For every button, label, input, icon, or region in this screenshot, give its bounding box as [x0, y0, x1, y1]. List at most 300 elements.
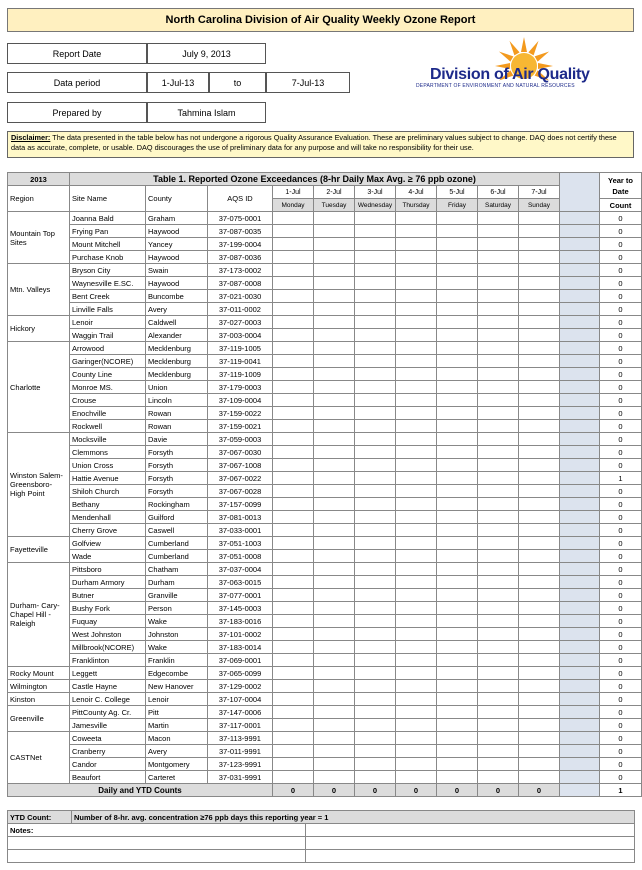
- table-caption-row: [8, 173, 642, 186]
- day-value: [355, 277, 396, 290]
- day-value: [437, 654, 478, 667]
- day-value: [273, 524, 314, 537]
- table-row: [8, 667, 642, 680]
- site-name: Candor: [70, 758, 146, 771]
- ytd-spacer: [560, 446, 600, 459]
- day-value: [478, 329, 519, 342]
- day-value: [437, 550, 478, 563]
- ytd-spacer: [560, 654, 600, 667]
- aqs-id: 37-059-0003: [208, 433, 273, 446]
- day-value: [519, 719, 560, 732]
- site-name: Joanna Bald: [70, 212, 146, 225]
- day-value: [478, 277, 519, 290]
- county: Carteret: [146, 771, 208, 784]
- day-value: [273, 407, 314, 420]
- ytd-count: 0: [600, 433, 642, 446]
- ytd-spacer: [560, 758, 600, 771]
- day-value: [396, 706, 437, 719]
- day-value: [314, 719, 355, 732]
- day-value: [355, 355, 396, 368]
- period-start: 1-Jul-13: [147, 72, 209, 93]
- notes-value: [306, 824, 635, 837]
- day-value: [314, 316, 355, 329]
- table-row: [8, 446, 642, 459]
- ytd-spacer: [560, 316, 600, 329]
- day-value: [314, 407, 355, 420]
- day-value: [478, 433, 519, 446]
- day-value: [519, 316, 560, 329]
- day-value: [314, 212, 355, 225]
- day-value: [355, 693, 396, 706]
- ytd-count: 0: [600, 667, 642, 680]
- day-value: [273, 758, 314, 771]
- site-name: Pittsboro: [70, 563, 146, 576]
- day-value: [519, 485, 560, 498]
- day-value: [396, 602, 437, 615]
- ytd-count: 0: [600, 290, 642, 303]
- table-row: [8, 394, 642, 407]
- day-value: [273, 381, 314, 394]
- period-end: 7-Jul-13: [266, 72, 350, 93]
- ytd-count: 0: [600, 550, 642, 563]
- ytd-spacer: [560, 719, 600, 732]
- county: Haywood: [146, 251, 208, 264]
- site-name: Leggett: [70, 667, 146, 680]
- day-value: [437, 576, 478, 589]
- table-row: [8, 550, 642, 563]
- day-value: [314, 693, 355, 706]
- day-value: [437, 693, 478, 706]
- day-value: [273, 706, 314, 719]
- table-row: [8, 277, 642, 290]
- day-value: [437, 498, 478, 511]
- day-value: [355, 771, 396, 784]
- day-value: [355, 602, 396, 615]
- table-row: [8, 654, 642, 667]
- table-year: 2013: [8, 173, 70, 186]
- day-value: [355, 758, 396, 771]
- col-date: 4-Jul: [396, 186, 437, 199]
- col-day: Sunday: [519, 199, 560, 212]
- day-value: [437, 771, 478, 784]
- day-value: [437, 290, 478, 303]
- totals-label: Daily and YTD Counts: [8, 784, 273, 797]
- table-row: [8, 459, 642, 472]
- day-value: [314, 706, 355, 719]
- day-value: [396, 368, 437, 381]
- county: Wake: [146, 615, 208, 628]
- day-value: [478, 498, 519, 511]
- site-name: Rockwell: [70, 420, 146, 433]
- day-value: [478, 251, 519, 264]
- day-value: [437, 303, 478, 316]
- day-value: [396, 589, 437, 602]
- aqs-id: 37-067-0028: [208, 485, 273, 498]
- site-name: Mount Mitchell: [70, 238, 146, 251]
- site-name: Frying Pan: [70, 225, 146, 238]
- day-value: [396, 446, 437, 459]
- ytd-spacer: [560, 628, 600, 641]
- ytd-count: 0: [600, 745, 642, 758]
- county: Caldwell: [146, 316, 208, 329]
- county: Martin: [146, 719, 208, 732]
- day-value: [355, 212, 396, 225]
- day-value: [314, 290, 355, 303]
- county: Lincoln: [146, 394, 208, 407]
- day-value: [355, 732, 396, 745]
- day-value: [273, 368, 314, 381]
- aqs-id: 37-031-9991: [208, 771, 273, 784]
- day-value: [437, 472, 478, 485]
- day-value: [478, 264, 519, 277]
- day-value: [437, 680, 478, 693]
- day-value: [314, 225, 355, 238]
- daily-total: 0: [437, 784, 478, 797]
- county: Forsyth: [146, 459, 208, 472]
- ytd-spacer: [560, 173, 600, 212]
- ytd-count: 0: [600, 459, 642, 472]
- day-value: [519, 446, 560, 459]
- day-value: [314, 472, 355, 485]
- county: Person: [146, 602, 208, 615]
- day-value: [437, 524, 478, 537]
- daily-total: 0: [273, 784, 314, 797]
- county: Caswell: [146, 524, 208, 537]
- county: Avery: [146, 303, 208, 316]
- day-value: [478, 667, 519, 680]
- county: Guilford: [146, 511, 208, 524]
- day-value: [273, 264, 314, 277]
- aqs-id: 37-077-0001: [208, 589, 273, 602]
- day-value: [273, 498, 314, 511]
- day-value: [478, 511, 519, 524]
- day-value: [396, 771, 437, 784]
- ytd-count: 0: [600, 589, 642, 602]
- ytd-spacer: [560, 706, 600, 719]
- ytd-spacer: [560, 433, 600, 446]
- table-row: [8, 745, 642, 758]
- day-value: [273, 667, 314, 680]
- table-row: [8, 524, 642, 537]
- day-value: [478, 589, 519, 602]
- ytd-count: 0: [600, 732, 642, 745]
- site-name: Franklinton: [70, 654, 146, 667]
- table-row: [8, 303, 642, 316]
- region-cell: Charlotte: [8, 342, 70, 433]
- day-value: [519, 238, 560, 251]
- day-value: [437, 641, 478, 654]
- day-value: [396, 563, 437, 576]
- ytd-spacer: [560, 511, 600, 524]
- day-value: [355, 706, 396, 719]
- ytd-count: 0: [600, 238, 642, 251]
- daily-total: 0: [355, 784, 396, 797]
- day-value: [478, 745, 519, 758]
- county: Edgecombe: [146, 667, 208, 680]
- day-value: [478, 628, 519, 641]
- table-row: [8, 368, 642, 381]
- aqs-id: 37-107-0004: [208, 693, 273, 706]
- day-value: [273, 719, 314, 732]
- ytd-spacer: [560, 264, 600, 277]
- table-row: [8, 498, 642, 511]
- day-value: [437, 446, 478, 459]
- region-cell: CASTNet: [8, 732, 70, 784]
- ytd-spacer: [560, 290, 600, 303]
- site-name: Fuquay: [70, 615, 146, 628]
- day-value: [478, 368, 519, 381]
- table-row: [8, 602, 642, 615]
- day-value: [273, 238, 314, 251]
- day-value: [519, 693, 560, 706]
- day-value: [478, 524, 519, 537]
- daily-total: 0: [478, 784, 519, 797]
- day-value: [437, 589, 478, 602]
- day-value: [355, 290, 396, 303]
- day-value: [519, 511, 560, 524]
- day-value: [478, 758, 519, 771]
- day-value: [396, 329, 437, 342]
- day-value: [437, 238, 478, 251]
- day-value: [478, 550, 519, 563]
- day-value: [355, 524, 396, 537]
- county: Cumberland: [146, 537, 208, 550]
- county: Durham: [146, 576, 208, 589]
- ytd-count-label: YTD Count:: [8, 811, 72, 824]
- aqs-id: 37-123-9991: [208, 758, 273, 771]
- ytd-spacer: [560, 225, 600, 238]
- ytd-spacer: [560, 745, 600, 758]
- county: Chatham: [146, 563, 208, 576]
- site-name: County Line: [70, 368, 146, 381]
- aqs-id: 37-087-0036: [208, 251, 273, 264]
- day-value: [478, 394, 519, 407]
- table-row: [8, 706, 642, 719]
- ytd-spacer: [560, 550, 600, 563]
- day-value: [396, 615, 437, 628]
- ytd-spacer: [560, 407, 600, 420]
- day-value: [396, 264, 437, 277]
- day-value: [396, 316, 437, 329]
- ytd-spacer: [560, 576, 600, 589]
- day-value: [314, 615, 355, 628]
- day-value: [519, 368, 560, 381]
- site-name: Golfview: [70, 537, 146, 550]
- day-value: [273, 550, 314, 563]
- day-value: [273, 472, 314, 485]
- ytd-spacer: [560, 485, 600, 498]
- day-value: [519, 563, 560, 576]
- table-row: [8, 342, 642, 355]
- day-value: [396, 537, 437, 550]
- aqs-id: 37-119-1005: [208, 342, 273, 355]
- aqs-id: 37-037-0004: [208, 563, 273, 576]
- col-day: Saturday: [478, 199, 519, 212]
- day-value: [314, 342, 355, 355]
- site-name: Enochville: [70, 407, 146, 420]
- site-name: PittCounty Ag. Cr.: [70, 706, 146, 719]
- aqs-id: 37-021-0030: [208, 290, 273, 303]
- day-value: [273, 342, 314, 355]
- day-value: [314, 238, 355, 251]
- day-value: [355, 368, 396, 381]
- county: Montgomery: [146, 758, 208, 771]
- day-value: [519, 576, 560, 589]
- county: Swain: [146, 264, 208, 277]
- aqs-id: 37-051-0008: [208, 550, 273, 563]
- day-value: [519, 394, 560, 407]
- county: Davie: [146, 433, 208, 446]
- table-row: [8, 264, 642, 277]
- aqs-id: 37-027-0003: [208, 316, 273, 329]
- day-value: [519, 329, 560, 342]
- county: Franklin: [146, 654, 208, 667]
- region-cell: Rocky Mount: [8, 667, 70, 680]
- prepared-by-label: Prepared by: [7, 102, 147, 123]
- table-caption: Table 1. Reported Ozone Exceedances (8-hr Daily Max Avg. ≥ 76 ppb ozone): [70, 173, 560, 186]
- day-value: [314, 550, 355, 563]
- day-value: [437, 485, 478, 498]
- day-value: [478, 771, 519, 784]
- day-value: [273, 563, 314, 576]
- period-to: to: [209, 72, 266, 93]
- col-date: 6-Jul: [478, 186, 519, 199]
- disclaimer: [7, 131, 634, 158]
- col-day: Tuesday: [314, 199, 355, 212]
- county: Macon: [146, 732, 208, 745]
- ytd-count: 0: [600, 771, 642, 784]
- day-value: [478, 563, 519, 576]
- ytd-spacer: [560, 381, 600, 394]
- ytd-count: 0: [600, 368, 642, 381]
- day-value: [519, 264, 560, 277]
- ytd-spacer: [560, 693, 600, 706]
- county: New Hanover: [146, 680, 208, 693]
- day-value: [314, 381, 355, 394]
- ytd-count: 0: [600, 212, 642, 225]
- day-value: [478, 641, 519, 654]
- site-name: Cranberry: [70, 745, 146, 758]
- site-name: Jamesville: [70, 719, 146, 732]
- aqs-id: 37-119-0041: [208, 355, 273, 368]
- daily-total: 0: [396, 784, 437, 797]
- day-value: [314, 485, 355, 498]
- day-value: [478, 238, 519, 251]
- day-value: [396, 498, 437, 511]
- day-value: [355, 459, 396, 472]
- day-value: [273, 537, 314, 550]
- day-value: [314, 420, 355, 433]
- day-value: [478, 693, 519, 706]
- region-cell: Mountain Top Sites: [8, 212, 70, 264]
- day-value: [314, 498, 355, 511]
- logo-title: Division of Air Quality: [430, 66, 590, 83]
- day-value: [478, 290, 519, 303]
- day-value: [273, 394, 314, 407]
- disclaimer-label: Disclaimer:: [11, 133, 51, 142]
- ytd-spacer: [560, 732, 600, 745]
- county: Pitt: [146, 706, 208, 719]
- region-cell: Hickory: [8, 316, 70, 342]
- day-value: [519, 680, 560, 693]
- day-value: [273, 680, 314, 693]
- site-name: Bent Creek: [70, 290, 146, 303]
- ytd-count: 0: [600, 628, 642, 641]
- site-name: Cherry Grove: [70, 524, 146, 537]
- col-date: 5-Jul: [437, 186, 478, 199]
- day-value: [314, 680, 355, 693]
- day-value: [519, 225, 560, 238]
- region-cell: Mtn. Valleys: [8, 264, 70, 316]
- day-value: [273, 329, 314, 342]
- aqs-id: 37-011-9991: [208, 745, 273, 758]
- day-value: [519, 745, 560, 758]
- site-name: Castle Hayne: [70, 680, 146, 693]
- county: Yancey: [146, 238, 208, 251]
- day-value: [478, 680, 519, 693]
- day-value: [437, 563, 478, 576]
- day-value: [396, 758, 437, 771]
- day-value: [519, 498, 560, 511]
- site-name: Durham Armory: [70, 576, 146, 589]
- county: Rockingham: [146, 498, 208, 511]
- day-value: [437, 212, 478, 225]
- day-value: [314, 251, 355, 264]
- aqs-id: 37-173-0002: [208, 264, 273, 277]
- ytd-count: 0: [600, 342, 642, 355]
- day-value: [273, 459, 314, 472]
- site-name: Lenoir: [70, 316, 146, 329]
- day-value: [314, 641, 355, 654]
- ytd-count: 0: [600, 225, 642, 238]
- county: Mecklenburg: [146, 368, 208, 381]
- day-value: [355, 433, 396, 446]
- col-aqs: AQS ID: [208, 186, 273, 212]
- daq-logo: [412, 36, 620, 94]
- table-row: [8, 290, 642, 303]
- day-value: [273, 732, 314, 745]
- ytd-spacer: [560, 394, 600, 407]
- day-value: [478, 706, 519, 719]
- aqs-id: 37-087-0035: [208, 225, 273, 238]
- region-cell: Wilmington: [8, 680, 70, 693]
- ytd-count: 0: [600, 329, 642, 342]
- ytd-count: 0: [600, 706, 642, 719]
- day-value: [273, 745, 314, 758]
- day-value: [273, 225, 314, 238]
- day-value: [355, 251, 396, 264]
- day-value: [519, 459, 560, 472]
- day-value: [396, 290, 437, 303]
- day-value: [355, 407, 396, 420]
- ytd-spacer: [560, 459, 600, 472]
- day-value: [437, 459, 478, 472]
- ytd-spacer: [560, 329, 600, 342]
- site-name: Mocksville: [70, 433, 146, 446]
- table-row: [8, 316, 642, 329]
- aqs-id: 37-063-0015: [208, 576, 273, 589]
- col-region: Region: [8, 186, 70, 212]
- aqs-id: 37-159-0022: [208, 407, 273, 420]
- aqs-id: 37-087-0008: [208, 277, 273, 290]
- day-value: [396, 342, 437, 355]
- notes-label: Notes:: [8, 824, 306, 837]
- day-value: [519, 628, 560, 641]
- aqs-id: 37-069-0001: [208, 654, 273, 667]
- day-value: [437, 615, 478, 628]
- exceedance-table: [7, 172, 642, 797]
- site-name: Crouse: [70, 394, 146, 407]
